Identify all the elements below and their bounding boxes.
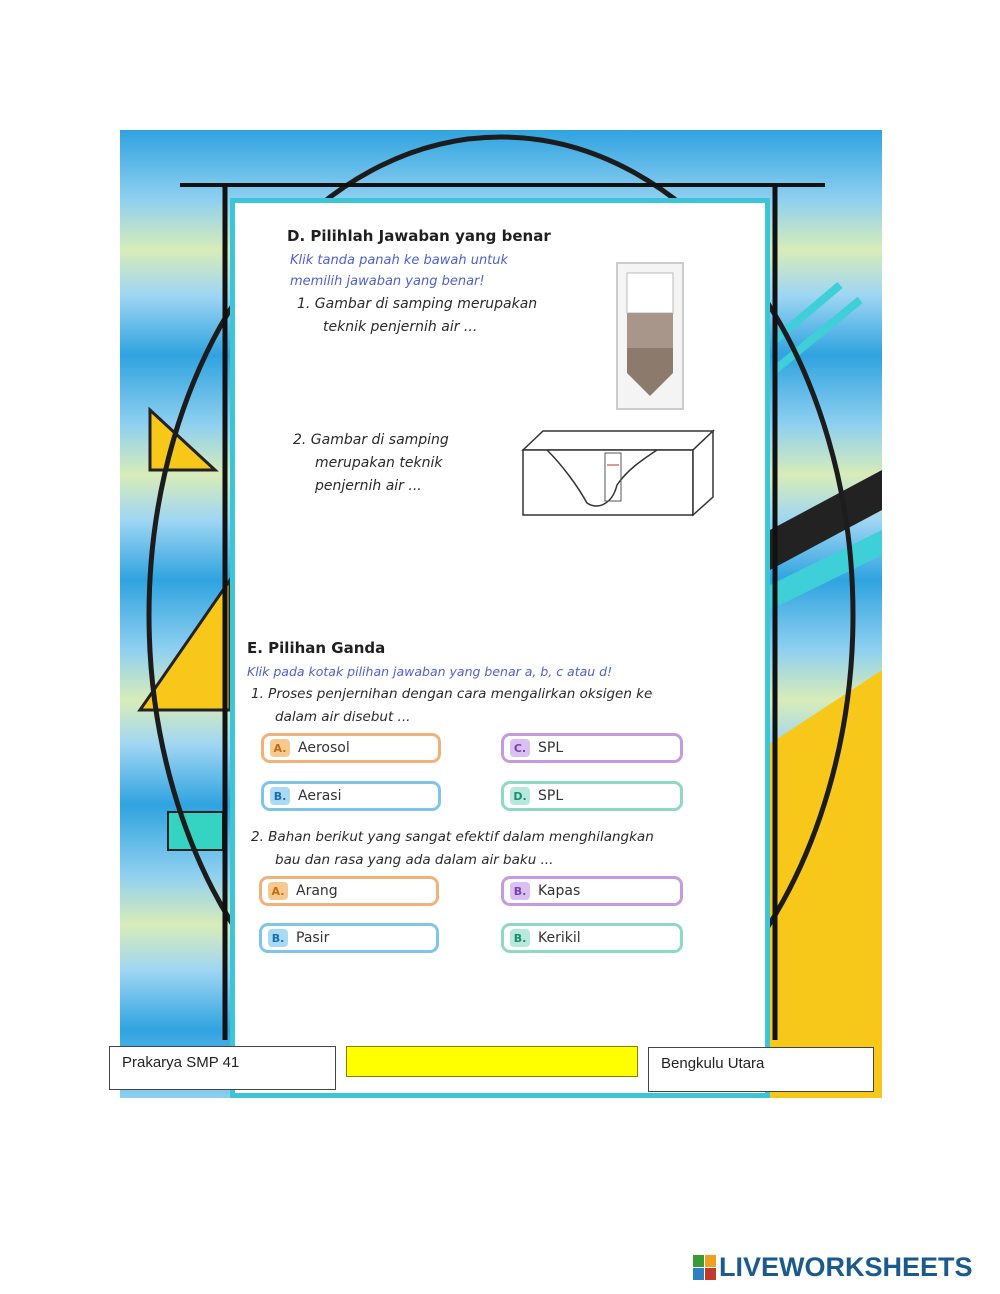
liveworksheets-logo-icon [693, 1255, 717, 1281]
worksheet-image [120, 130, 882, 1098]
section-d-question-2-line-1: 2. Gambar di samping [293, 432, 449, 448]
terrain-cross-section-illustration [517, 425, 717, 520]
option-text: Arang [296, 883, 338, 899]
section-e-instruction: Klik pada kotak pilihan jawaban yang benar a, b, c atau d! [247, 664, 613, 679]
option-letter: A. [270, 739, 290, 757]
section-e-question-2-line-2: bau dan rasa yang ada dalam air baku ... [275, 852, 554, 868]
option-text: Aerosol [298, 740, 350, 756]
section-d-title: D. Pilihlah Jawaban yang benar [287, 227, 551, 245]
option-letter: B. [268, 929, 288, 947]
option-letter: D. [510, 787, 530, 805]
section-d-instruction-2: memilih jawaban yang benar! [290, 274, 485, 289]
option-e1-c[interactable] [501, 733, 683, 763]
option-letter: B. [510, 929, 530, 947]
option-e1-a[interactable] [261, 733, 441, 763]
section-e-question-2-line-1: 2. Bahan berikut yang sangat efektif dalam menghilangkan [251, 829, 654, 845]
option-e2-d[interactable] [501, 923, 683, 953]
option-text: SPL [538, 788, 564, 804]
option-text: Pasir [296, 930, 330, 946]
section-e-question-1-line-1: 1. Proses penjernihan dengan cara mengalirkan oksigen ke [251, 686, 653, 702]
worksheet-card [230, 198, 770, 1098]
option-e2-b[interactable] [501, 876, 683, 906]
option-e2-c[interactable] [259, 923, 439, 953]
liveworksheets-brand[interactable] [693, 1252, 973, 1283]
section-d-instruction-1: Klik tanda panah ke bawah untuk [290, 253, 509, 268]
section-d-question-1-line-2: teknik penjernih air ... [323, 319, 478, 335]
footer-left-label: Prakarya SMP 41 [109, 1046, 336, 1090]
option-e1-d[interactable] [501, 781, 683, 811]
section-e-title: E. Pilihan Ganda [247, 639, 386, 657]
option-letter: B. [270, 787, 290, 805]
option-letter: A. [268, 882, 288, 900]
section-d-question-2-line-2: merupakan teknik [315, 455, 443, 471]
option-text: Kapas [538, 883, 581, 899]
section-d-question-1-line-1: 1. Gambar di samping merupakan [297, 296, 538, 312]
option-letter: B. [510, 882, 530, 900]
footer-right-label: Bengkulu Utara [648, 1047, 874, 1092]
option-text: Kerikil [538, 930, 581, 946]
filter-tube-illustration [615, 261, 685, 411]
section-e-question-1-line-2: dalam air disebut ... [275, 709, 411, 725]
option-e1-b[interactable] [261, 781, 441, 811]
liveworksheets-wordmark: LIVEWORKSHEETS [719, 1252, 973, 1282]
option-text: SPL [538, 740, 564, 756]
footer-middle-input[interactable] [346, 1046, 638, 1077]
section-d-question-2-line-3: penjernih air ... [315, 478, 422, 494]
option-e2-a[interactable] [259, 876, 439, 906]
option-text: Aerasi [298, 788, 342, 804]
option-letter: C. [510, 739, 530, 757]
